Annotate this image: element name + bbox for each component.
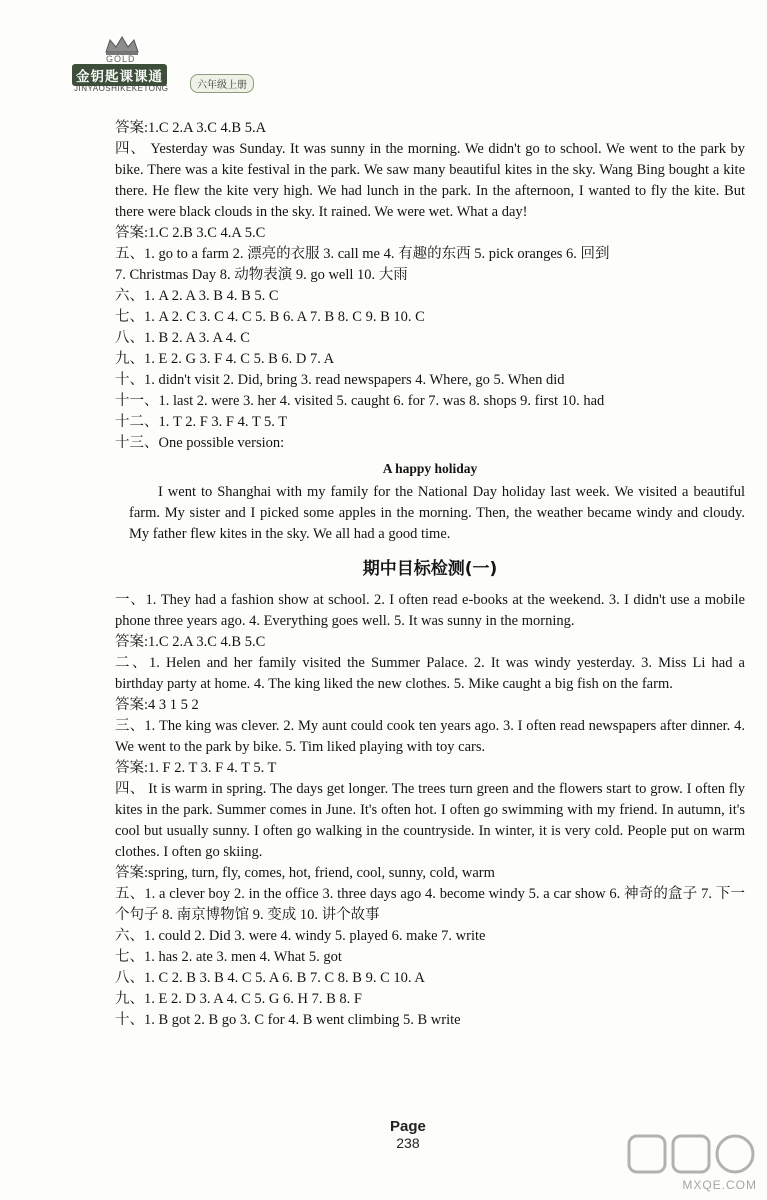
answer-line: 十、1. didn't visit 2. Did, bring 3. read newspapers 4. Where, go 5. When did — [115, 372, 565, 388]
answer-line: 五、1. go to a farm 2. 漂亮的衣服 3. call me 4. 有趣的东西 5. pick oranges 6. 回到 — [115, 246, 610, 262]
answer-line: 六、1. A 2. A 3. B 4. B 5. C — [115, 288, 279, 304]
answer-line: 答案:1.C 2.B 3.C 4.A 5.C — [115, 225, 266, 241]
answer-line: 7. Christmas Day 8. 动物表演 9. go well 10. 大雨 — [115, 267, 408, 283]
answer-line: 答案:4 3 1 5 2 — [115, 697, 199, 713]
page-number: 238 — [396, 1135, 420, 1151]
answer-line: 八、1. B 2. A 3. A 4. C — [115, 330, 250, 346]
answer-line: 九、1. E 2. G 3. F 4. C 5. B 6. D 7. A — [115, 351, 335, 367]
watermark-text: MXQE.COM — [682, 1178, 757, 1192]
answer-line: 六、1. could 2. Did 3. were 4. windy 5. played 6. make 7. write — [115, 928, 486, 944]
answer-line: 八、1. C 2. B 3. B 4. C 5. A 6. B 7. C 8. B 9. C 10. A — [115, 970, 425, 986]
dictation-paragraph: 四、 Yesterday was Sunday. It was sunny in the morning. We didn't go to school. We went to the park by bike. There was a kite festival in the park. We saw many beautiful kites in the sky. Wang Bing bought a kite there. He flew the kite very high. We had lunch in the park. In the afternoon, I wanted to fly the kite. But there were black clouds in the sky. It rained. We were wet. What a day! — [115, 141, 745, 220]
logo-brand: 金钥匙课课通 — [72, 64, 167, 86]
logo-gold-text: GOLD — [106, 54, 136, 64]
answer-line: 答案:1.C 2.A 3.C 4.B 5.A — [115, 120, 267, 136]
essay-text: I went to Shanghai with my family for the National Day holiday last week. We visited a beautiful farm. My sister and I picked some apples in the morning. Then, the weather became windy and cloudy. My father flew kites in the sky. We all had a good time. — [129, 484, 745, 542]
answer-line: 答案:spring, turn, fly, comes, hot, friend, cool, sunny, cold, warm — [115, 865, 495, 881]
answer-line: 答案:1.C 2.A 3.C 4.B 5.C — [115, 634, 266, 650]
watermark-icon — [627, 1132, 757, 1176]
answer-paragraph: 五、1. a clever boy 2. in the office 3. three days ago 4. become windy 5. a car show 6. 神奇的盒子 7. 下一个句子 8. 南京博物馆 9. 变成 10. 讲个故事 — [115, 886, 745, 923]
answer-line: 十一、1. last 2. were 3. her 4. visited 5. caught 6. for 7. was 8. shops 9. first 10. had — [115, 393, 605, 409]
answer-line: 十二、1. T 2. F 3. F 4. T 5. T — [115, 414, 288, 430]
answer-line: 七、1. A 2. C 3. C 4. C 5. B 6. A 7. B 8. C 9. B 10. C — [115, 309, 425, 325]
logo-pinyin: JINYAOSHIKEKETONG — [74, 84, 169, 93]
grade-badge: 六年级上册 — [190, 74, 254, 93]
page-label: Page — [390, 1118, 426, 1135]
essay-title: A happy holiday — [382, 461, 478, 476]
section-title: 期中目标检测(一) — [362, 559, 498, 579]
answer-paragraph: 一、1. They had a fashion show at school. 2. I often read e-books at the weekend. 3. I didn't use a mobile phone three years ago. 4. Everything goes well. 5. It was sunny in the morning. — [115, 592, 745, 629]
publisher-logo — [72, 34, 282, 96]
crown-icon — [102, 34, 142, 56]
answer-line: 九、1. E 2. D 3. A 4. C 5. G 6. H 7. B 8. F — [115, 991, 362, 1007]
page-footer — [390, 1118, 426, 1151]
answer-content — [115, 118, 745, 1031]
dictation-paragraph: 四、 It is warm in spring. The days get longer. The trees turn green and the flowers start to grow. I often fly kites in the park. Summer comes in June. It's often hot. I often go swimming with my friend. In autumn, it's cool but usually sunny. I often go walking in the countryside. In winter, it is very cold. People put on warm clothes. I often go skiing. — [115, 781, 745, 860]
answer-line: 七、1. has 2. ate 3. men 4. What 5. got — [115, 949, 342, 965]
answer-line: 答案:1. F 2. T 3. F 4. T 5. T — [115, 760, 277, 776]
answer-paragraph: 二、1. Helen and her family visited the Summer Palace. 2. It was windy yesterday. 3. Miss Li had a birthday party at home. 4. The king liked the new clothes. 5. Mike caught a big fish on the farm. — [115, 655, 745, 692]
answer-line: 十三、One possible version: — [115, 435, 285, 451]
answer-paragraph: 三、1. The king was clever. 2. My aunt could cook ten years ago. 3. I often read newspapers after dinner. 4. We went to the park by bike. 5. Tim liked playing with toy cars. — [115, 718, 745, 755]
watermark — [627, 1132, 757, 1192]
answer-line: 十、1. B got 2. B go 3. C for 4. B went climbing 5. B write — [115, 1012, 461, 1028]
